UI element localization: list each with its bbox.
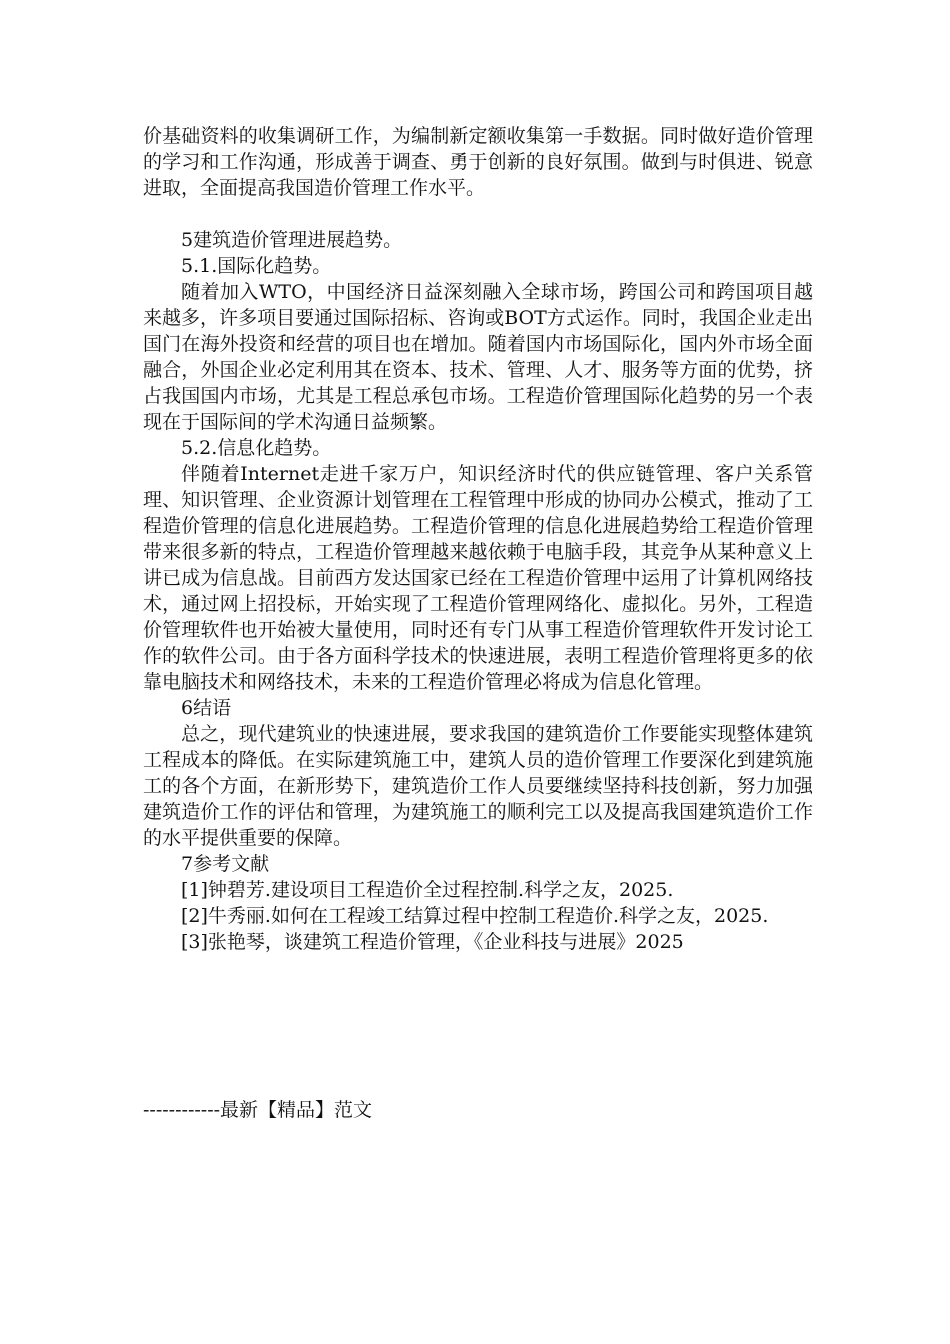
paragraph-gap [143,201,813,227]
heading-section-5: 5建筑造价管理进展趋势。 [181,229,403,251]
heading-section-6: 6结语 [181,697,232,719]
heading-section-5-1: 5.1.国际化趋势。 [181,255,332,277]
heading-section-5-2: 5.2.信息化趋势。 [181,437,332,459]
paragraph-intro: 价基础资料的收集调研工作，为编制新定额收集第一手数据。同时做好造价管理的学习和工作沟通，形成善于调查、勇于创新的良好氛围。做到与时俱进、锐意进取，全面提高我国造价管理工作水平。 [143,125,813,199]
reference-item: [1]钟碧芳.建设项目工程造价全过程控制.科学之友，2025. [181,879,674,901]
reference-item: [2]牛秀丽.如何在工程竣工结算过程中控制工程造价.科学之友，2025. [181,905,769,927]
heading-section-7: 7参考文献 [181,853,270,875]
reference-item: [3]张艳琴，谈建筑工程造价管理，《企业科技与进展》2025 [181,931,684,953]
footer-tagline: ------------最新【精品】范文 [143,1099,373,1121]
document-body [143,123,813,955]
paragraph-internationalization: 随着加入WTO，中国经济日益深刻融入全球市场，跨国公司和跨国项目越来越多，许多项目要通过国际招标、咨询或BOT方式运作。同时，我国企业走出国门在海外投资和经营的项目也在增加。随着国内市场国际化，国内外市场全面融合，外国企业必定利用其在资本、技术、管理、人才、服务等方面的优势，挤占我国国内市场，尤其是工程总承包市场。工程造价管理国际化趋势的另一个表现在于国际间的学术沟通日益频繁。 [143,281,813,433]
paragraph-conclusion: 总之，现代建筑业的快速进展，要求我国的建筑造价工作要能实现整体建筑工程成本的降低。在实际建筑施工中，建筑人员的造价管理工作要深化到建筑施工的各个方面，在新形势下，建筑造价工作人员要继续坚持科技创新，努力加强建筑造价工作的评估和管理，为建筑施工的顺利完工以及提高我国建筑造价工作的水平提供重要的保障。 [143,723,813,849]
paragraph-informatization: 伴随着Internet走进千家万户，知识经济时代的供应链管理、客户关系管理、知识管理、企业资源计划管理在工程管理中形成的协同办公模式，推动了工程造价管理的信息化进展趋势。工程造价管理的信息化进展趋势给工程造价管理带来很多新的特点，工程造价管理越来越依赖于电脑手段，其竞争从某种意义上讲已成为信息战。目前西方发达国家已经在工程造价管理中运用了计算机网络技术，通过网上招投标，开始实现了工程造价管理网络化、虚拟化。另外，工程造价管理软件也开始被大量使用，同时还有专门从事工程造价管理软件开发讨论工作的软件公司。由于各方面科学技术的快速进展，表明工程造价管理将更多的依靠电脑技术和网络技术，未来的工程造价管理必将成为信息化管理。 [143,463,813,693]
